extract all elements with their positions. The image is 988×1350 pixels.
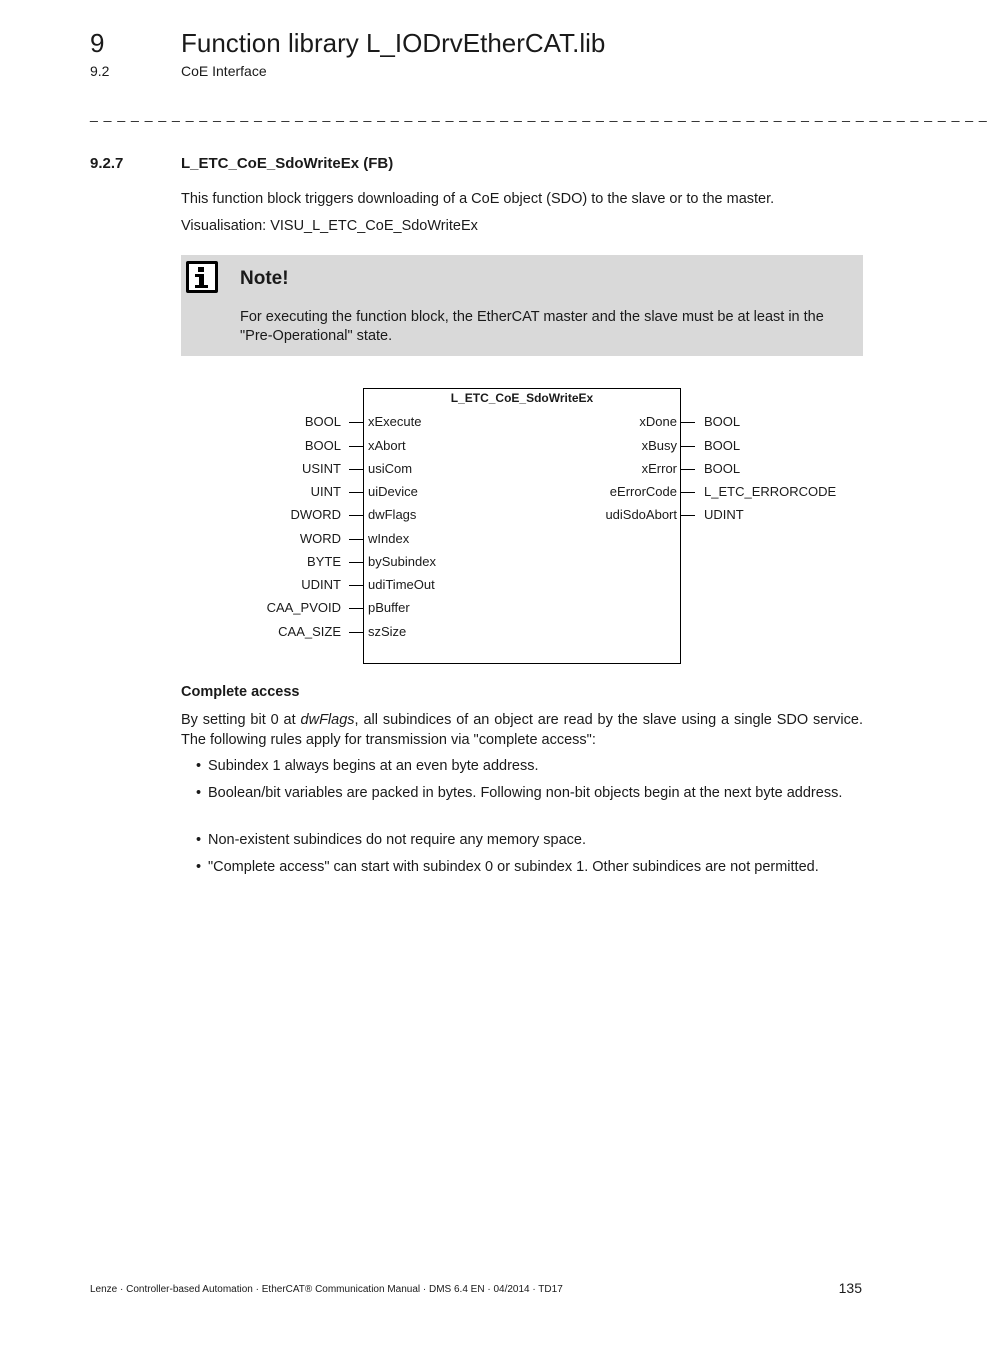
output-connector — [681, 469, 695, 470]
bullet-marker: • — [196, 785, 202, 801]
note-title: Note! — [240, 268, 289, 289]
input-connector — [349, 608, 363, 609]
input-name: uiDevice — [368, 484, 418, 499]
input-name: wIndex — [368, 531, 410, 546]
section-number: 9.2 — [90, 63, 110, 79]
subsection-title: L_ETC_CoE_SdoWriteEx (FB) — [181, 155, 394, 172]
function-block-name: L_ETC_CoE_SdoWriteEx — [450, 391, 594, 405]
output-type: BOOL — [704, 414, 741, 429]
note-text: For executing the function block, the EtherCAT master and the slave must be at least in the "Pre-Operational" state. — [240, 309, 824, 344]
output-connector — [681, 422, 695, 423]
output-type: L_ETC_ERRORCODE — [704, 484, 837, 499]
page-number: 135 — [838, 1280, 862, 1296]
input-connector — [349, 539, 363, 540]
input-name: szSize — [368, 624, 407, 639]
input-connector — [349, 422, 363, 423]
paragraph-text: By setting bit 0 at — [181, 712, 301, 728]
input-connector — [349, 585, 363, 586]
output-type: UDINT — [704, 507, 744, 522]
output-name: xDone — [639, 414, 677, 429]
bullet-marker: • — [196, 832, 202, 848]
bullet-marker: • — [196, 758, 202, 774]
header-divider: _ _ _ _ _ _ _ _ _ _ _ _ _ _ _ _ _ _ _ _ _ _ _ _ _ _ _ _ _ _ _ _ _ _ _ _ _ _ _ _ _ _ _ _ _ _ _ _ _ _ _ _ _ _ _ _ _ _ _ _ _ _ _ _ _ _ — [90, 106, 988, 122]
output-connector — [681, 492, 695, 493]
input-connector — [349, 562, 363, 563]
input-connector — [349, 446, 363, 447]
list-item: Non-existent subindices do not require any memory space. — [208, 832, 586, 848]
output-type: BOOL — [704, 438, 741, 453]
input-type: WORD — [299, 531, 341, 546]
dwflags-reference: dwFlags — [300, 712, 355, 728]
output-connector — [681, 446, 695, 447]
list-item: Boolean/bit variables are packed in bytes. Following non-bit objects begin at the next byte address. — [208, 785, 843, 801]
output-name: udiSdoAbort — [605, 507, 677, 522]
input-name: xExecute — [368, 414, 422, 429]
bullet-marker: • — [196, 859, 202, 875]
input-type: USINT — [302, 461, 341, 476]
input-name: dwFlags — [368, 507, 417, 522]
visualisation-line: Visualisation: VISU_L_ETC_CoE_SdoWriteEx — [181, 218, 478, 234]
info-icon — [186, 261, 218, 293]
input-connector — [349, 469, 363, 470]
input-name: pBuffer — [368, 600, 410, 615]
input-type: UINT — [310, 484, 341, 499]
input-connector — [349, 632, 363, 633]
list-item: "Complete access" can start with subindex 0 or subindex 1. Other subindices are not permitted. — [208, 859, 819, 875]
output-name: xBusy — [641, 438, 677, 453]
intro-paragraph: This function block triggers downloading of a CoE object (SDO) to the slave or to the master. — [181, 191, 775, 207]
input-type: CAA_SIZE — [278, 624, 341, 639]
input-name: xAbort — [368, 438, 406, 453]
page-footer: Lenze · Controller-based Automation · EtherCAT® Communication Manual · DMS 6.4 EN · 04/2014 · TD17 — [90, 1284, 563, 1295]
note-box — [181, 255, 863, 356]
input-type: BYTE — [307, 554, 341, 569]
input-connector — [349, 492, 363, 493]
input-name: udiTimeOut — [368, 577, 435, 592]
output-name: xError — [641, 461, 677, 476]
section-title: CoE Interface — [181, 63, 267, 79]
input-type: UDINT — [301, 577, 341, 592]
subsection-number: 9.2.7 — [90, 155, 124, 172]
input-connector — [349, 515, 363, 516]
input-type: BOOL — [304, 414, 341, 429]
output-connector — [681, 515, 695, 516]
output-type: BOOL — [704, 461, 741, 476]
input-name: bySubindex — [368, 554, 436, 569]
input-type: CAA_PVOID — [266, 600, 341, 615]
paragraph-text: , all subindices of an object are read by the slave using a single SDO service. The following rules apply for transmission via "complete access": — [181, 712, 863, 748]
input-name: usiCom — [368, 461, 413, 476]
chapter-title: Function library L_IODrvEtherCAT.lib — [181, 28, 606, 58]
chapter-number: 9 — [90, 28, 105, 58]
complete-access-heading: Complete access — [181, 684, 300, 700]
output-name: eErrorCode — [609, 484, 677, 499]
input-type: DWORD — [290, 507, 341, 522]
input-type: BOOL — [304, 438, 341, 453]
complete-access-paragraph — [181, 710, 863, 750]
list-item: Subindex 1 always begins at an even byte address. — [208, 758, 539, 774]
